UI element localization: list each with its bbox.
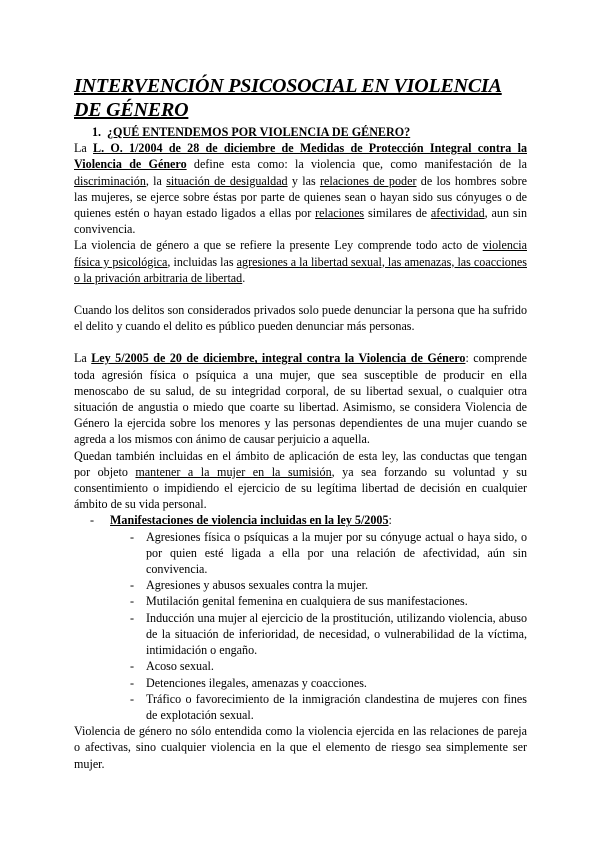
section-heading <box>92 124 527 140</box>
underlined-term: relaciones de poder <box>319 173 417 188</box>
list-item <box>130 675 527 691</box>
underlined-term: agresiones a la libertad sexual, las amenazas, las coacciones o la privación arbitraria de libertad <box>74 254 527 285</box>
list-item-text: Mutilación genital femenina en cualquiera de sus manifestaciones. <box>146 594 468 609</box>
dash-marker: - <box>130 659 135 674</box>
text-run: y las <box>287 173 320 188</box>
paragraph-denuncia: Cuando los delitos son considerados privados solo puede denunciar la persona que ha sufrido el delito y cuando el delito es público pueden denunciar más personas. <box>74 303 527 334</box>
dash-marker: - <box>130 675 135 690</box>
dash-marker: - <box>130 594 135 609</box>
text-run: , aun sin convivencia. <box>74 206 527 237</box>
text-run: Quedan también incluidas en el ámbito de aplicación de esta ley, las conductas que tengan por objeto <box>74 448 527 479</box>
section-number: 1. <box>92 125 102 139</box>
text-run: La <box>74 141 93 156</box>
list-item <box>130 577 527 593</box>
text-run: , incluidas las <box>167 254 237 269</box>
text-run: La <box>74 351 92 366</box>
list-item <box>130 593 527 609</box>
list-item-text: Tráfico o favorecimiento de la inmigración clandestina de mujeres con fines de explotación sexual. <box>146 691 527 722</box>
paragraph-lo-2004 <box>74 140 527 237</box>
document-body <box>74 74 527 772</box>
document-title: INTERVENCIÓN PSICOSOCIAL EN VIOLENCIA DE GÉNERO <box>74 75 502 121</box>
text-run: : comprende toda agresión física o psíquica a una mujer, que sea susceptible de producir en ella menoscabo de su salud, de su integridad corporal, de su libertad sexual, o cualquier otra situación de angustia o miedo que coarte su libertad. Asimismo, se considera Violencia de Género la ejercida sobre los menores y las personas dependientes de una mujer cuando se agreda a los mismos con ánimo de causar perjuicio a aquella. <box>74 351 528 447</box>
list-item-text: Agresiones física o psíquicas a la mujer por su cónyuge actual o haya sido, o por quien esté ligada a ella por una relación de afectividad, aún sin convivencia. <box>146 529 527 577</box>
list-item <box>130 529 527 578</box>
paragraph-scope <box>74 237 527 286</box>
dash-marker: - <box>130 691 135 706</box>
underlined-term: situación de desigualdad <box>166 173 288 188</box>
paragraph-conclusion: Violencia de género no sólo entendida como la violencia ejercida en las relaciones de pareja o afectivas, sino cualquier violencia en la que el elemento de riesgo sea simplemente ser mujer. <box>74 724 527 771</box>
spacer <box>74 334 527 350</box>
list-item <box>130 658 527 674</box>
dash-marker: - <box>130 578 135 593</box>
law-reference-lo-2004: L. O. 1/2004 de 28 de diciembre de Medidas de Protección Integral contra la Violencia de Género <box>74 141 527 172</box>
list-item <box>130 610 527 659</box>
text-run: . <box>242 270 246 285</box>
text-run: de los hombres sobre las mujeres, se ejerce sobre éstas por parte de quienes sean o hayan sido sus cónyuges o de quienes estén o hayan estado ligados a ellas por <box>74 173 527 221</box>
dash-marker: - <box>130 529 135 544</box>
dash-marker: - <box>130 610 135 625</box>
underlined-term: afectividad <box>430 206 485 221</box>
underlined-term: violencia física y psicológica <box>74 238 527 269</box>
list-item-text: Inducción una mujer al ejercicio de la prostitución, utilizando violencia, abuso de la situación de inferioridad, de necesidad, o vulnerabilidad de la víctima, intimidación o engaño. <box>146 610 527 658</box>
manifestations-heading <box>90 512 527 528</box>
paragraph-conductas <box>74 448 527 513</box>
text-run: , la <box>145 173 167 188</box>
paragraph-ley-2005 <box>74 350 527 447</box>
list-item-text: Agresiones y abusos sexuales contra la mujer. <box>146 578 368 593</box>
list-item-text: Acoso sexual. <box>146 659 214 674</box>
underlined-term: relaciones <box>315 206 365 221</box>
law-reference-ley-2005: Ley 5/2005 de 20 de diciembre, integral contra la Violencia de Género <box>91 351 466 366</box>
text-run: : <box>388 513 392 528</box>
spacer <box>74 286 527 302</box>
text-run: , ya sea forzando su voluntad y su consentimiento o impidiendo el ejercicio de su legítima libertad de decisión en cualquier ámbito de su vida personal. <box>74 464 527 512</box>
manifestations-list <box>74 529 527 723</box>
list-item-text: Detenciones ilegales, amenazas y coacciones. <box>146 675 367 690</box>
underlined-term: discriminación <box>74 173 146 188</box>
text-run: similares de <box>364 206 431 221</box>
manifestations-title: Manifestaciones de violencia incluidas en la ley 5/2005 <box>110 513 389 528</box>
text-run: define esta como: la violencia que, como manifestación de la <box>186 157 527 172</box>
dash-marker: - <box>90 513 95 528</box>
section-title: ¿QUÉ ENTENDEMOS POR VIOLENCIA DE GÉNERO? <box>107 125 411 139</box>
underlined-term: mantener a la mujer en la sumisión <box>135 464 332 479</box>
text-run: La violencia de género a que se refiere la presente Ley comprende todo acto de <box>74 238 483 253</box>
list-item <box>130 691 527 723</box>
